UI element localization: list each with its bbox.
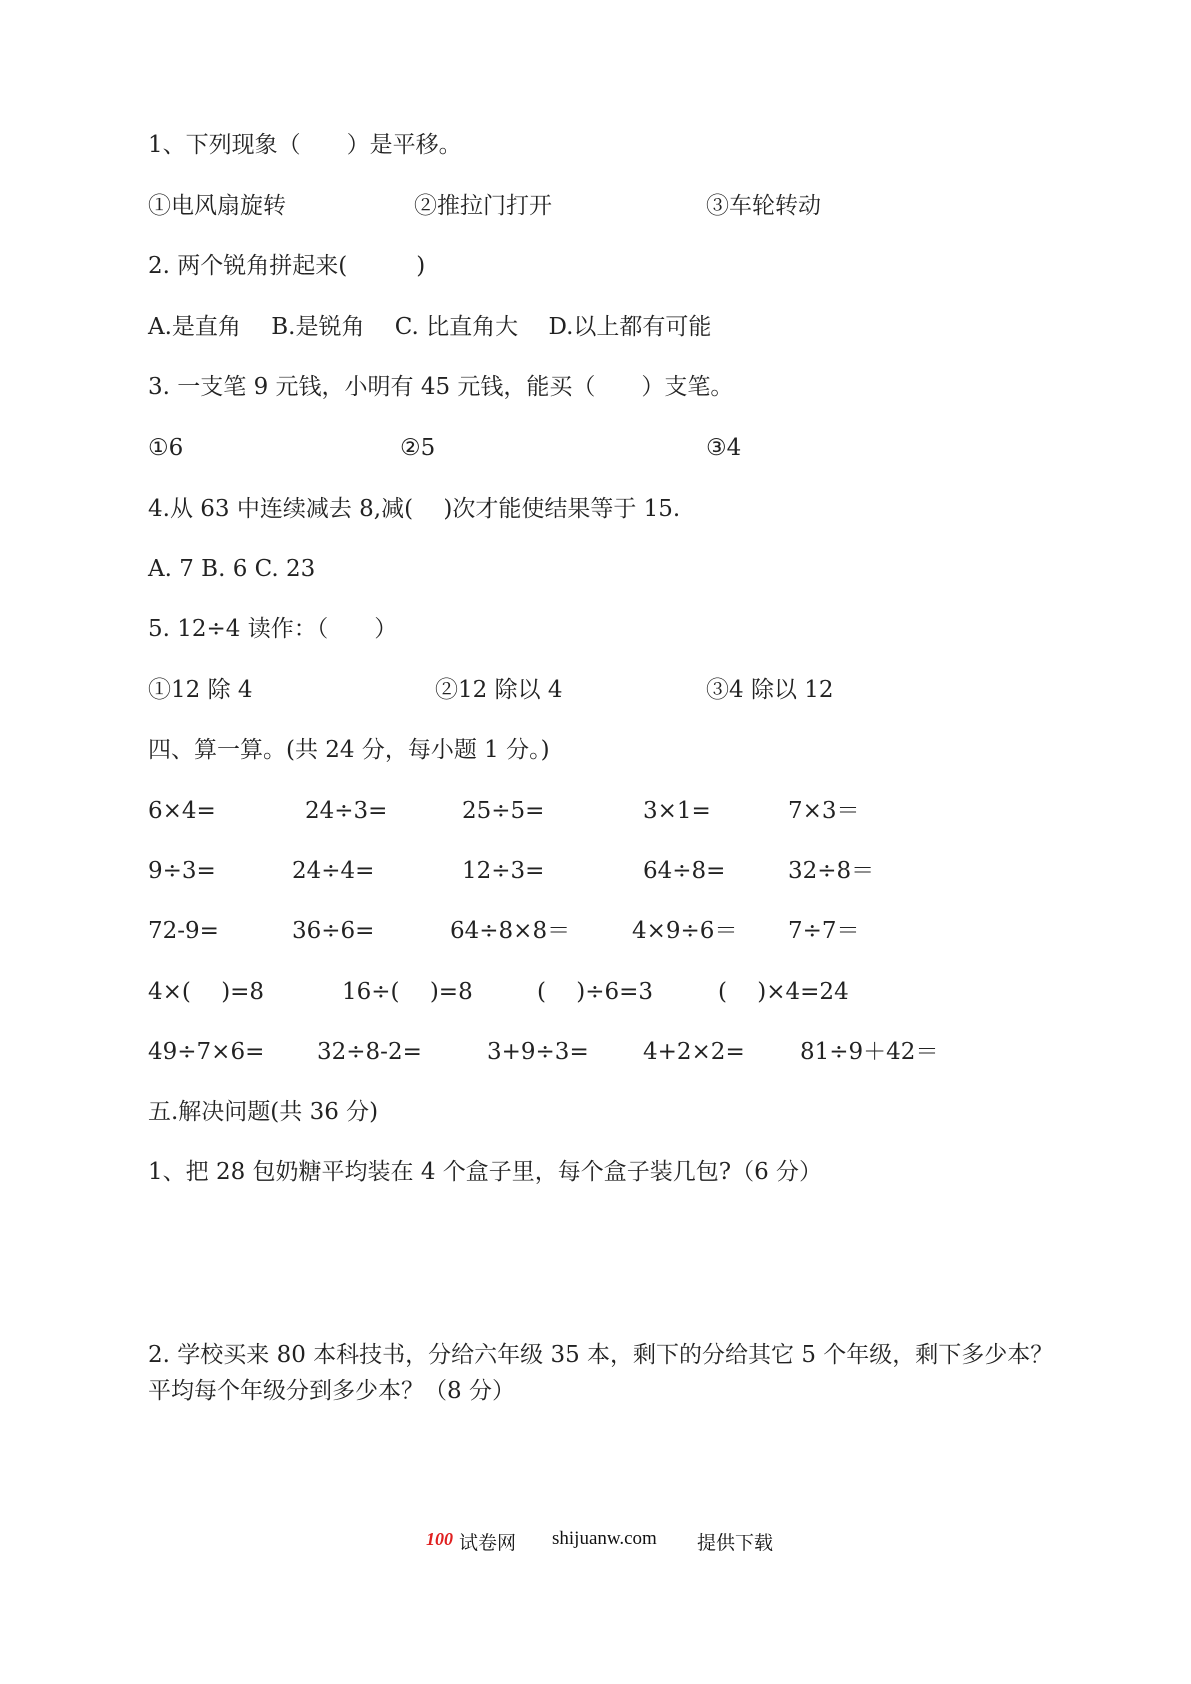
calc-item: 64÷8×8＝ <box>450 918 571 944</box>
q4-options: A. 7 B. 6 C. 23 <box>148 556 316 582</box>
calc-item: 81÷9＋42＝ <box>800 1039 939 1065</box>
calc-item: 7÷7＝ <box>788 918 860 944</box>
q1-option-2: ②推拉门打开 <box>414 193 552 219</box>
q2-options: A.是直角 B.是锐角 C. 比直角大 D.以上都有可能 <box>148 314 712 340</box>
site-logo: 100 <box>426 1529 453 1549</box>
calc-item: 24÷4= <box>292 858 375 884</box>
footer-domain: shijuanw.com <box>552 1528 657 1549</box>
q1-text: 1、下列现象（ ）是平移。 <box>148 132 462 158</box>
section5-title: 五.解决问题(共 36 分) <box>148 1099 379 1125</box>
calc-item: 72-9= <box>148 918 219 944</box>
footer-tagline: 提供下载 <box>697 1533 774 1554</box>
calc-item: 4+2×2= <box>643 1039 745 1065</box>
calc-item: 16÷( )=8 <box>342 979 473 1005</box>
q1-option-3: ③车轮转动 <box>706 193 821 219</box>
q5-option-3: ③4 除以 12 <box>706 677 834 703</box>
calc-item: 4×9÷6＝ <box>632 918 738 944</box>
calc-item: 25÷5= <box>462 798 545 824</box>
q5-option-1: ①12 除 4 <box>148 677 253 703</box>
calc-item: 3+9÷3= <box>487 1039 589 1065</box>
q3-text: 3. 一支笔 9 元钱，小明有 45 元钱，能买（ ）支笔。 <box>148 374 734 400</box>
q2-text: 2. 两个锐角拼起来( ) <box>148 253 426 279</box>
q5-text: 5. 12÷4 读作：（ ） <box>148 616 398 642</box>
calc-item: ( )÷6=3 <box>537 979 654 1005</box>
calc-item: 24÷3= <box>305 798 388 824</box>
q3-option-1: ①6 <box>148 435 184 461</box>
calc-item: ( )×4=24 <box>718 979 849 1005</box>
calc-item: 32÷8＝ <box>788 858 875 884</box>
calc-item: 49÷7×6= <box>148 1039 265 1065</box>
calc-item: 64÷8= <box>643 858 726 884</box>
calc-item: 6×4= <box>148 798 216 824</box>
section4-title: 四、算一算。(共 24 分，每小题 1 分。) <box>148 737 550 763</box>
problem-1: 1、把 28 包奶糖平均装在 4 个盒子里，每个盒子装几包?（6 分） <box>148 1159 823 1185</box>
calc-item: 9÷3= <box>148 858 216 884</box>
problem-2-line-2: 平均每个年级分到多少本？（8 分） <box>148 1378 515 1404</box>
calc-item: 36÷6= <box>292 918 375 944</box>
calc-item: 7×3＝ <box>788 798 860 824</box>
calc-item: 4×( )=8 <box>148 979 265 1005</box>
calc-item: 12÷3= <box>462 858 545 884</box>
q4-text: 4.从 63 中连续减去 8,减( )次才能使结果等于 15. <box>148 496 681 522</box>
q3-option-3: ③4 <box>706 435 742 461</box>
q1-option-1: ①电风扇旋转 <box>148 193 286 219</box>
problem-2-line-1: 2. 学校买来 80 本科技书，分给六年级 35 本，剩下的分给其它 5 个年级，剩下多少本？ <box>148 1342 1054 1368</box>
calc-item: 3×1= <box>643 798 711 824</box>
calc-item: 32÷8-2= <box>317 1039 422 1065</box>
q3-option-2: ②5 <box>400 435 436 461</box>
footer-site-name: 试卷网 <box>459 1533 517 1554</box>
q5-option-2: ②12 除以 4 <box>435 677 563 703</box>
